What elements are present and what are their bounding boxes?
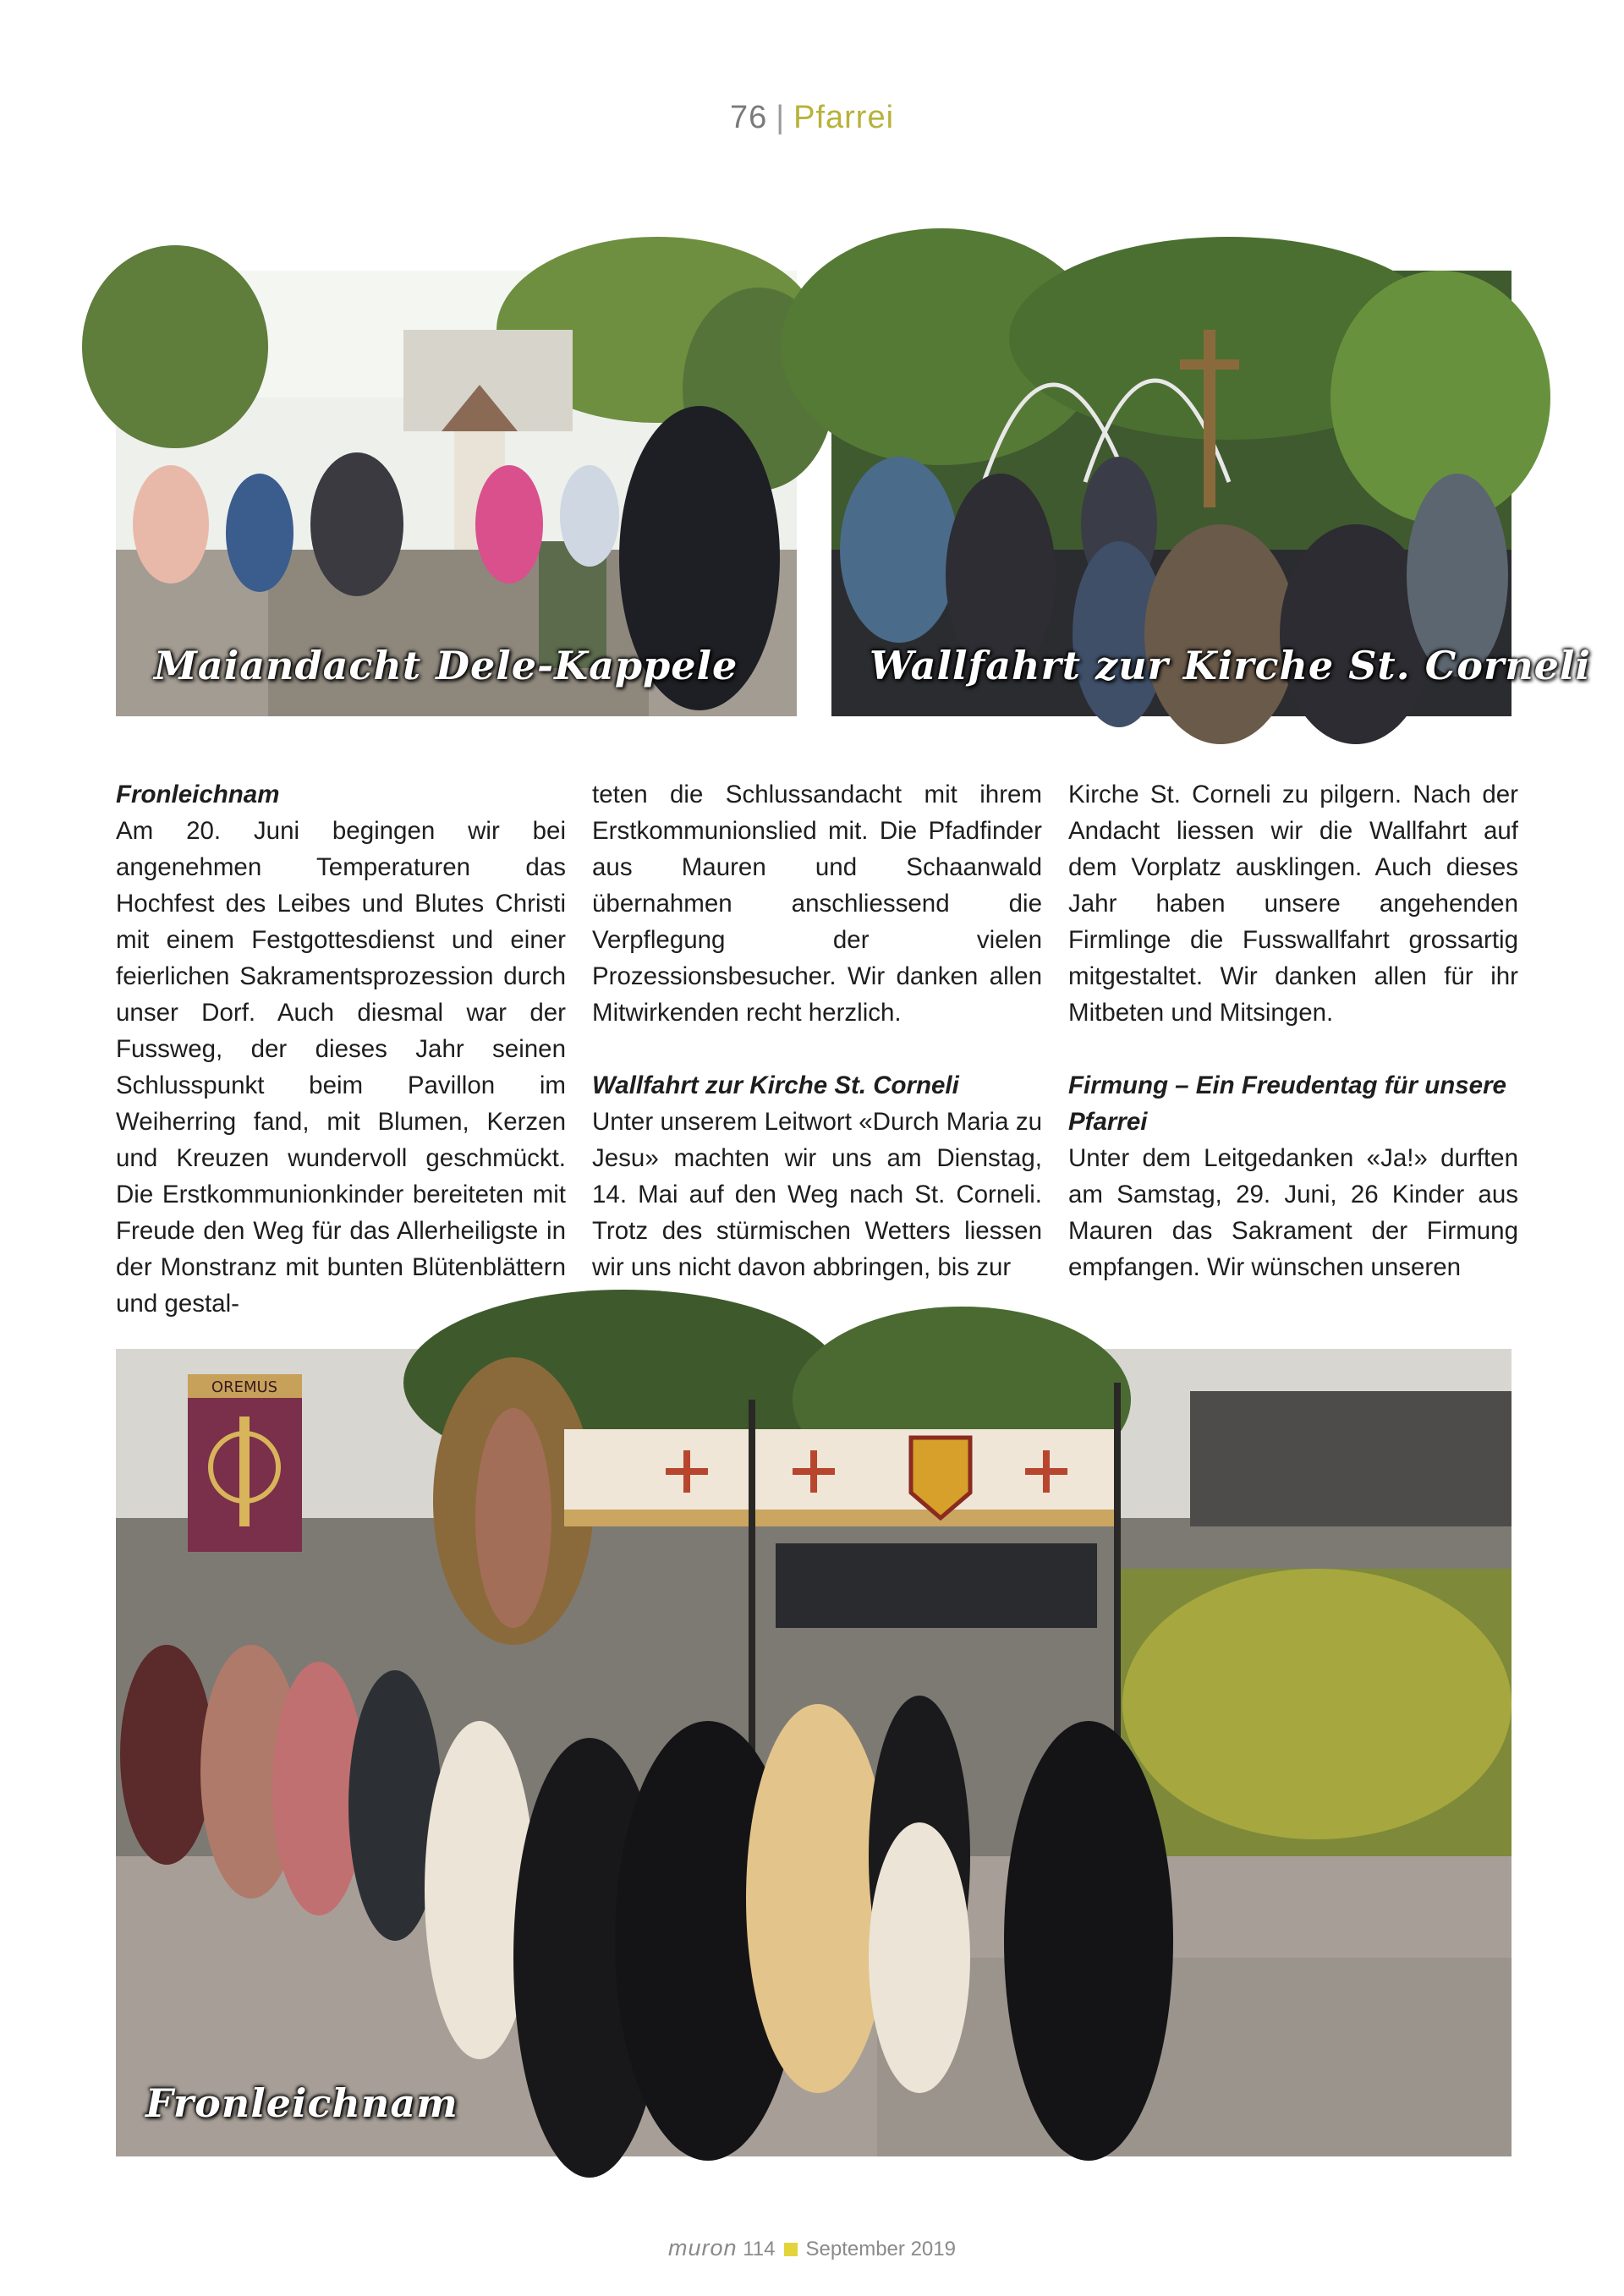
- heading-wallfahrt: Wallfahrt zur Kirche St. Corneli: [592, 1071, 959, 1099]
- text-column-1: [116, 776, 566, 1322]
- paragraph-wallfahrt: Unter unserem Leitwort «Durch Maria zu Jesu» machten wir uns am Dienstag, 14. Mai auf den Weg nach St. Corneli. Trotz des stürmischen Wetters liessen wir uns nicht davon abbringen, bis zur: [592, 1108, 1042, 1281]
- magazine-brand: muron: [668, 2235, 738, 2260]
- photo-maiandacht: [116, 271, 797, 716]
- text-column-2: [592, 776, 1042, 1285]
- photo-wallfahrt: [831, 271, 1591, 716]
- paragraph-fronleichnam-continued: teten die Schlussandacht mit ihrem Erstkommunionslied mit. Die Pfadfinder aus Mauren und Schaanwald übernahmen anschliessend die Verpflegung der vielen Prozessionsbesucher. Wir danken allen Mitwirkenden recht herzlich.: [592, 781, 1042, 1027]
- page-number: 76: [729, 100, 768, 135]
- photo-caption-maiandacht: Maiandacht Dele-Kappele: [154, 643, 738, 688]
- photo-caption-fronleichnam: Fronleichnam: [145, 2080, 458, 2126]
- paragraph-fronleichnam: Am 20. Juni begingen wir bei angenehmen Temperaturen das Hochfest des Leibes und Blutes Christi mit einem Festgottesdienst und einer feierlichen Sakramentsprozession durch unser Dorf. Auch diesmal war der Fussweg, der dieses Jahr seinen Schlusspunkt beim Pavillon im Weiherring fand, mit Blumen, Kerzen und Kreuzen wundervoll geschmückt. Die Erstkommunionkinder bereiteten mit Freude den Weg für das Allerheiligste in der Monstranz mit bunten Blütenblättern und gestal-: [116, 817, 566, 1318]
- page-header: [0, 100, 1624, 136]
- photo-caption-wallfahrt: Wallfahrt zur Kirche St. Corneli: [870, 643, 1591, 688]
- text-column-3: [1068, 776, 1518, 1285]
- banner-oremus-text: OREMUS: [211, 1378, 278, 1396]
- issue-number: 114: [743, 2238, 776, 2260]
- section-title: Pfarrei: [793, 100, 895, 135]
- footer-square-icon: [784, 2243, 798, 2256]
- photo-fronleichnam: [116, 1349, 1512, 2156]
- issue-date: September 2019: [805, 2238, 956, 2260]
- header-separator: |: [776, 100, 786, 135]
- paragraph-firmung: Unter dem Leitgedanken «Ja!» durften am Samstag, 29. Juni, 26 Kinder aus Mauren das Sakrament der Firmung empfangen. Wir wünschen unseren: [1068, 1144, 1518, 1281]
- paragraph-wallfahrt-continued: Kirche St. Corneli zu pilgern. Nach der Andacht liessen wir die Wallfahrt auf dem Vorplatz ausklingen. Auch dieses Jahr haben unsere angehenden Firmlinge die Fusswallfahrt grossartig mitgestaltet. Wir danken allen für ihr Mitbeten und Mitsingen.: [1068, 781, 1518, 1027]
- heading-firmung: Firmung – Ein Freudentag für unsere Pfarrei: [1068, 1071, 1506, 1136]
- page-footer: [0, 2235, 1624, 2261]
- heading-fronleichnam: Fronleichnam: [116, 781, 280, 808]
